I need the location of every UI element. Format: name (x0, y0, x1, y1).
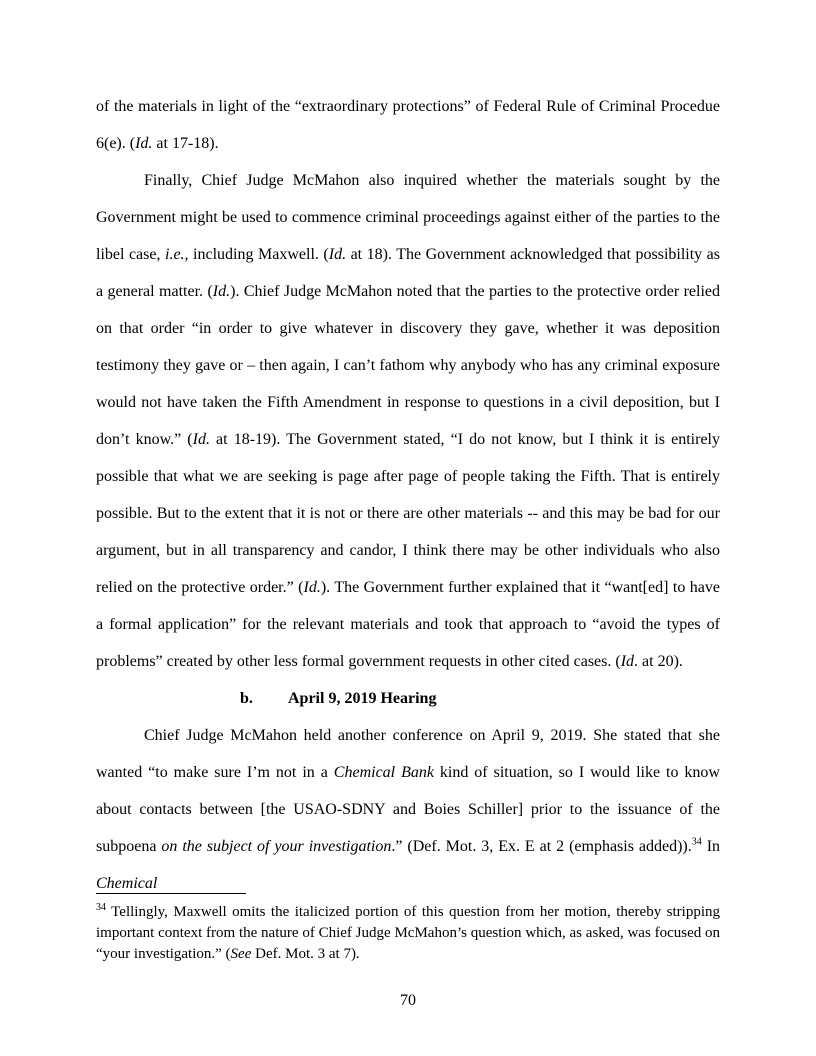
paragraph-hearing-discussion: Finally, Chief Judge McMahon also inquired whether the materials sought by the Government might be used to commence criminal proceedings against either of the parties to the libel case, i.e., including Maxwell. (Id. at 18). The Government acknowledged that possibility as a general matter. (Id.). Chief Judge McMahon noted that the parties to the protective order relied on that order “in order to give whatever in discovery they gave, whether it was deposition testimony they gave or – then again, I can’t fathom why anybody who has any criminal exposure would not have taken the Fifth Amendment in response to questions in a civil deposition, but I don’t know.” (Id. at 18-19). The Government stated, “I do not know, but I think it is entirely possible that what we are seeking is page after page of people taking the Fifth. That is entirely possible. But to the extent that it is not or there are other materials -- and this may be bad for our argument, but in all transparency and candor, I think there may be other individuals who also relied on the protective order.” (Id.). The Government further explained that it “want[ed] to have a formal application” for the relevant materials and took that approach to “avoid the types of problems” created by other less formal government requests in other cited cases. (Id. at 20). (96, 172, 721, 670)
footnote-34: $^{34}$ Tellingly, Maxwell omits the italicized portion of this question from her motion, thereby stripping important context from the nature of Chief Judge McMahon’s question which, as asked, was focused on “your investigation.” (See Def. Mot. 3 at 7). (96, 902, 720, 962)
section-heading (96, 680, 720, 717)
footnote-area (96, 893, 720, 965)
footnote-separator (96, 893, 246, 894)
page-number: 70 (400, 992, 416, 1009)
section-heading-label: b. (240, 690, 253, 707)
paragraph-april-9-hearing: Chief Judge McMahon held another conference on April 9, 2019. She stated that she wanted “to make sure I’m not in a Chemical Bank kind of situation, so I would like to know about contacts between [the USAO-SDNY and Boies Schiller] prior to the issuance of the subpoena on the subject of your investigation.” (Def. Mot. 3, Ex. E at 2 (emphasis added)).$^{34}$ In Chemical (96, 727, 721, 892)
section-heading-title: April 9, 2019 Hearing (288, 690, 437, 707)
document-body (96, 88, 720, 902)
paragraph-continuation: of the materials in light of the “extraordinary protections” of Federal Rule of Criminal Procedue 6(e). (Id. at 17-18). (96, 98, 720, 152)
